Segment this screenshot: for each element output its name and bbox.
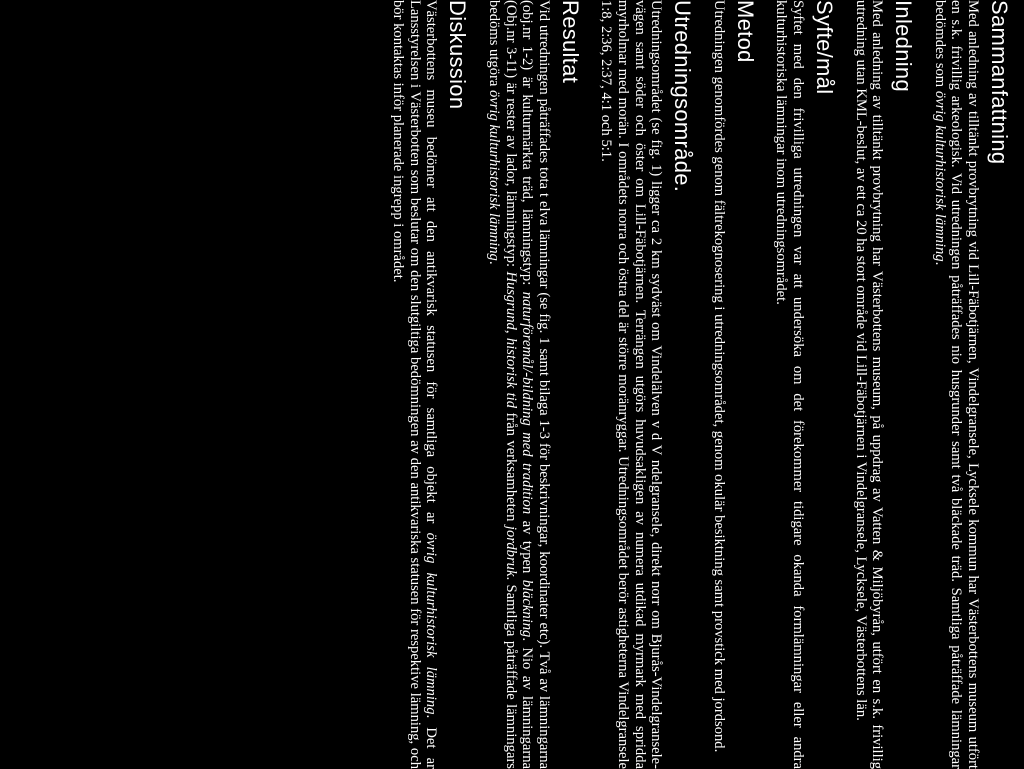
section-syfte — [773, 0, 838, 769]
resultat-text-f: . — [486, 260, 503, 265]
diskussion-text-b: . Det ar Lansstyrelsen i Västerbotten som beslutar om den slutgiltiga bedömningen av den antikvariska statusen för respektive lämning, och bör kontaktas inför planerade ingrepp i området. — [390, 0, 440, 769]
section-inledning — [852, 0, 917, 769]
paragraph-sammanfattning — [931, 0, 981, 769]
section-utredningsomrade — [598, 0, 696, 769]
section-diskussion — [390, 0, 472, 769]
resultat-text-e: . Samtliga påträffade lämningars bedöms utgöra — [486, 0, 519, 769]
document-body — [380, 0, 1021, 769]
section-metod — [710, 0, 759, 769]
heading-sammanfattning: Sammanfattning — [987, 0, 1012, 165]
heading-metod: Metod — [732, 0, 758, 63]
paragraph-metod: Utredningen genomfördes genom fältrekognosering i utredningsområdet, genom okulär besiktning samt provstick med jordsond. — [710, 0, 727, 753]
sammanfattning-end: . — [931, 261, 948, 266]
paragraph-utredningsomrade: Utredningsområdet (se fig. 1) ligger ca 2 km sydväst om Vindelälven v d V ndelgransele, direkt norr om Bjurås-Vindelgransele-vägen samt söder och öster om Lill-Fäbotjärnen. Terrängen utgörs huvudsakligen av numera utdikad myrmark med spridda myrholmar med morän. I områdets norra och östra del är större moränryggar. Utredningsområdet berör astigheterna Vindelgransele 1:8, 2:36, 2:37, 4:1 och 5:1. — [598, 0, 665, 769]
heading-inledning: Inledning — [891, 0, 917, 92]
diskussion-emphasis: övrig kulturhistorisk lämning — [423, 532, 440, 715]
resultat-emphasis-1: naturföremål/-bildning med tradition — [519, 291, 536, 515]
heading-diskussion: Diskussion — [445, 0, 471, 110]
sammanfattning-text: Med anledning av tilltänkt provbrytning vid Lill-Fäbotjärnen, Vindelgransele, Lycksele kommun har Västerbottens museum utfört en s.k. frivillig arkeologisk. Vid utredningen påträffades nio husgrunder samt två bläckade träd. Samtliga påträffade lämningar bedömdes som — [931, 0, 981, 769]
section-resultat — [486, 0, 584, 769]
paragraph-inledning: Med anledning av tilltänkt provbrytning har Västerbottens museum, på uppdrag av Vatten & Miljöbyrån, utfört en s.k. frivillig utredning utan KML-beslut, av ett ca 20 ha stort område vid Lill-Fäbotjärnen i Vindelgransele, Lycksele, Västerbottens län. — [852, 0, 886, 769]
resultat-emphasis-4: jordbruk — [502, 525, 519, 577]
paragraph-resultat — [486, 0, 552, 769]
resultat-emphasis-3: Husgrund, historisk tid — [502, 271, 519, 409]
resultat-text-b: av typen — [519, 520, 536, 574]
heading-syfte: Syfte/mål — [812, 0, 838, 95]
sammanfattning-emphasis: övrig kulturhistorisk lämning — [931, 90, 948, 262]
resultat-emphasis-5: övrig kulturhistorisk lämning — [486, 90, 503, 261]
heading-resultat: Resultat — [557, 0, 583, 84]
resultat-text-d: från verksamheten — [502, 412, 519, 522]
diskussion-text-a: Västerbottens museu bedömer att den antikvarisk statusen för samtliga objekt ar — [423, 0, 440, 524]
resultat-emphasis-2: bläckning — [519, 579, 536, 638]
paragraph-diskussion — [390, 0, 440, 769]
section-sammanfattning — [931, 0, 1013, 769]
resultat-text-c: . Nio av lämningarna (Obj.nr 3-11) är rester av lador, lämningstyp: — [502, 0, 536, 769]
heading-utredningsomrade: Utredningsområde. — [670, 0, 696, 193]
paragraph-syfte: Syftet med den frivilliga utredningen var att undersöka om det förekommer tidigare okanda formlämningar eller andra kulturhistoriska lämningar inom utredningsområdet. — [773, 0, 807, 769]
resultat-text-a: Vid utredningen påträffades tota t elva lämningar (se fig. 1 samt bilaga 1-3 för beskrivningar, koordinater etc). Två av lämningarna (obj.nr 1-2) är kulturmärkta träd, lämningstyp: — [519, 0, 552, 769]
